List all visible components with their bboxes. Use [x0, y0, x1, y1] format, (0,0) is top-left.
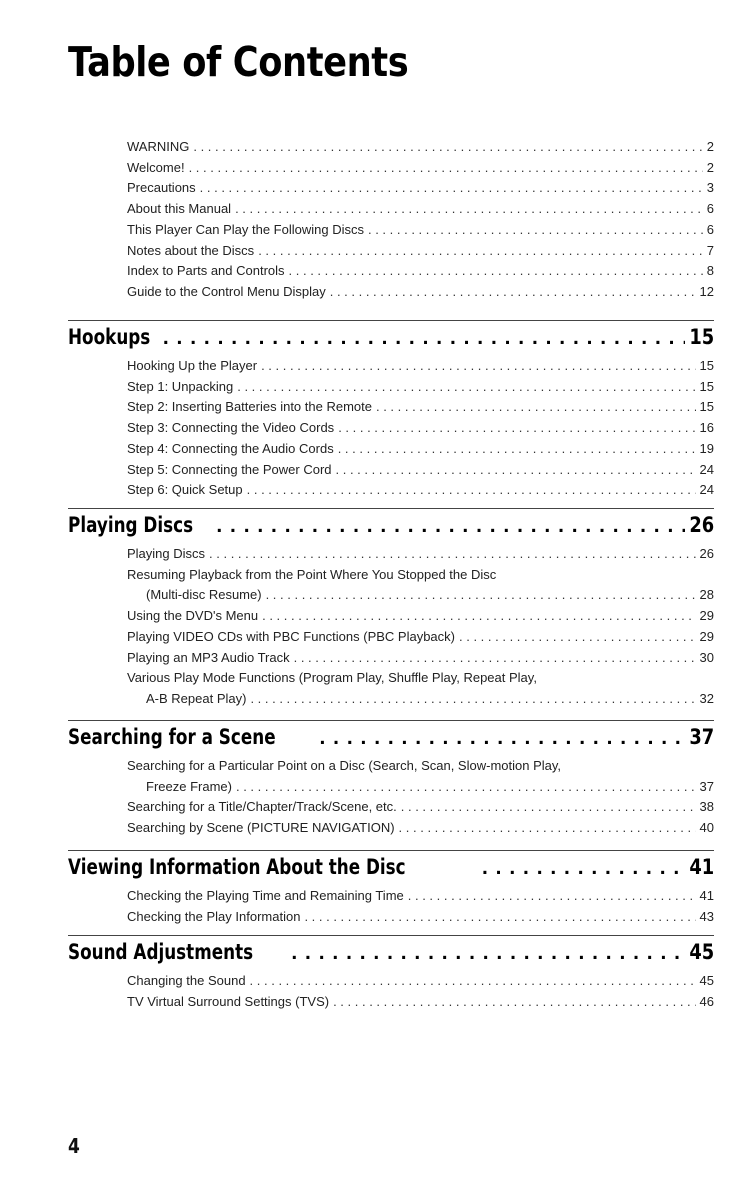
toc-entry-label: Step 4: Connecting the Audio Cords [127, 440, 334, 456]
section-entries [68, 544, 714, 710]
toc-entry[interactable] [127, 377, 714, 398]
toc-entry[interactable] [127, 397, 714, 418]
toc-entry-label: Using the DVD's Menu [127, 608, 259, 624]
toc-section [68, 850, 714, 927]
section-heading[interactable] [68, 850, 714, 885]
toc-entry-label: Welcome! [127, 159, 185, 175]
toc-entry-label: Changing the Sound [127, 973, 246, 988]
section-heading[interactable] [68, 320, 714, 355]
dot-leader [333, 992, 695, 1013]
section-title: Hookups [68, 325, 151, 349]
toc-entry-multiline[interactable] [127, 668, 714, 709]
dot-leader [304, 907, 695, 928]
section-title: Sound Adjustments [68, 940, 254, 964]
page-number: 4 [68, 1134, 80, 1158]
dot-leader [163, 326, 685, 350]
toc-entry[interactable] [127, 199, 714, 220]
section-heading[interactable] [68, 720, 714, 755]
toc-entry[interactable] [127, 907, 714, 928]
dot-leader [247, 480, 696, 501]
dot-leader [408, 886, 696, 907]
toc-entry-label: Playing Discs [127, 546, 206, 561]
toc-section [68, 320, 714, 501]
toc-entry-page: 45 [699, 973, 714, 988]
toc-entry[interactable] [127, 606, 714, 627]
toc-entry-page: 2 [706, 159, 714, 175]
toc-entry[interactable] [127, 544, 714, 565]
toc-entry-label: Checking the Playing Time and Remaining Time [127, 888, 404, 903]
dot-leader [291, 941, 684, 965]
toc-entry-label: Step 1: Unpacking [127, 378, 234, 394]
toc-entry-label-line1: Resuming Playback from the Point Where You Stopped the Disc [127, 566, 497, 582]
toc-entry-page: 32 [699, 690, 714, 706]
toc-entry[interactable] [127, 971, 714, 992]
dot-leader [266, 585, 696, 606]
toc-entry-label: Step 5: Connecting the Power Cord [127, 461, 332, 477]
toc-entry[interactable] [127, 777, 714, 798]
section-page: 26 [689, 513, 714, 537]
section-heading[interactable] [68, 935, 714, 970]
toc-entry-page: 28 [699, 587, 714, 603]
toc-entry-label: Step 2: Inserting Batteries into the Remote [127, 399, 372, 415]
toc-entry[interactable] [127, 648, 714, 669]
dot-leader [401, 797, 696, 818]
toc-section [68, 720, 714, 839]
toc-entry[interactable] [127, 797, 714, 818]
toc-entry[interactable] [127, 818, 714, 839]
section-page: 15 [689, 325, 714, 349]
dot-leader [336, 460, 696, 481]
section-heading[interactable] [68, 508, 714, 543]
toc-entry-page: 29 [699, 608, 714, 624]
toc-entry-page: 8 [706, 263, 714, 279]
section-entries [68, 356, 714, 501]
toc-entry-page: 37 [699, 778, 714, 794]
toc-entry-page: 16 [699, 420, 714, 436]
toc-entry[interactable] [127, 418, 714, 439]
toc-entry-label: Precautions [127, 180, 196, 196]
toc-entry-page: 2 [706, 139, 714, 154]
toc-section [68, 508, 714, 710]
section-page: 41 [689, 855, 714, 879]
section-entries [68, 756, 714, 839]
dot-leader [338, 418, 695, 439]
toc-entry-multiline[interactable] [127, 565, 714, 606]
dot-leader [236, 777, 696, 798]
dot-leader [216, 514, 684, 538]
toc-entry-page: 15 [699, 378, 714, 394]
dot-leader [250, 689, 695, 710]
toc-entry[interactable] [127, 439, 714, 460]
dot-leader [320, 726, 685, 750]
toc-entry-label: Step 6: Quick Setup [127, 482, 243, 498]
toc-entry-label: About this Manual [127, 201, 232, 217]
toc-entry-label: Guide to the Control Menu Display [127, 283, 326, 299]
toc-entry-page: 43 [699, 908, 714, 924]
toc-entry-label: Searching for a Title/Chapter/Track/Scene, etc. [127, 799, 397, 815]
toc-section [68, 935, 714, 1012]
toc-entry-label: TV Virtual Surround Settings (TVS) [127, 993, 330, 1009]
toc-entry-page: 6 [706, 221, 714, 237]
section-title: Viewing Information About the Disc [68, 855, 406, 879]
toc-entry-page: 6 [706, 201, 714, 217]
page-title: Table of Contents [68, 38, 409, 86]
toc-entry[interactable] [127, 689, 714, 710]
section-title: Playing Discs [68, 513, 194, 537]
dot-leader [209, 544, 696, 565]
toc-entry-label: WARNING [127, 139, 190, 154]
toc-entry-label: Freeze Frame) [146, 778, 232, 794]
toc-entry-page: 40 [699, 820, 714, 836]
toc-entry-page: 30 [699, 649, 714, 665]
toc-entry-label: A-B Repeat Play) [146, 690, 247, 706]
toc-entry[interactable] [127, 356, 714, 377]
intro-entries [127, 137, 714, 303]
dot-leader [330, 282, 696, 303]
toc-entry[interactable] [127, 137, 714, 158]
dot-leader [200, 178, 703, 199]
toc-entry-label-line1: Various Play Mode Functions (Program Play, Shuffle Play, Repeat Play, [127, 670, 537, 686]
dot-leader [338, 439, 696, 460]
toc-entry-page: 3 [706, 180, 714, 196]
section-entries [68, 971, 714, 1012]
toc-entry[interactable] [127, 460, 714, 481]
toc-entry-page: 38 [699, 799, 714, 815]
toc-entry-page: 24 [699, 482, 714, 498]
toc-entry[interactable] [127, 480, 714, 501]
toc-entry-page: 7 [706, 242, 714, 258]
dot-leader [193, 137, 702, 158]
section-entries [68, 886, 714, 927]
dot-leader [235, 199, 703, 220]
dot-leader [459, 627, 696, 648]
dot-leader [368, 220, 703, 241]
dot-leader [399, 818, 696, 839]
toc-entry-label: Playing VIDEO CDs with PBC Functions (PBC Playback) [127, 628, 455, 644]
toc-entry-label: Playing an MP3 Audio Track [127, 649, 290, 665]
section-page: 45 [689, 940, 714, 964]
toc-entry[interactable] [127, 282, 714, 303]
toc-entry-page: 19 [699, 440, 714, 456]
dot-leader [258, 241, 703, 262]
toc-entry[interactable] [127, 992, 714, 1013]
dot-leader [289, 261, 703, 282]
toc-entry[interactable] [127, 158, 714, 179]
toc-entry[interactable] [127, 178, 714, 199]
toc-entry-page: 41 [699, 888, 714, 903]
toc-entry-page: 46 [699, 993, 714, 1009]
toc-entry-label: Index to Parts and Controls [127, 263, 285, 279]
toc-entry-page: 12 [699, 283, 714, 299]
section-title: Searching for a Scene [68, 725, 276, 749]
toc-entry-label-line1: Searching for a Particular Point on a Disc (Search, Scan, Slow-motion Play, [127, 758, 562, 773]
toc-entry[interactable] [127, 627, 714, 648]
toc-entry-page: 26 [699, 546, 714, 561]
toc-entry[interactable] [127, 886, 714, 907]
toc-entry-label: This Player Can Play the Following Discs [127, 221, 364, 237]
dot-leader [262, 606, 695, 627]
toc-entry[interactable] [127, 241, 714, 262]
toc-entry-label: Step 3: Connecting the Video Cords [127, 420, 335, 436]
toc-entry-page: 15 [699, 358, 714, 373]
toc-entry-label: (Multi-disc Resume) [146, 587, 262, 603]
dot-leader [376, 397, 696, 418]
toc-entry-page: 24 [699, 461, 714, 477]
dot-leader [261, 356, 695, 377]
toc-entry[interactable] [127, 220, 714, 241]
toc-entry[interactable] [127, 585, 714, 606]
toc-entry-label: Notes about the Discs [127, 242, 255, 258]
dot-leader [237, 377, 695, 398]
dot-leader [250, 971, 696, 992]
toc-entry[interactable] [127, 261, 714, 282]
dot-leader [189, 158, 703, 179]
toc-entry-label: Hooking Up the Player [127, 358, 258, 373]
toc-entry-page: 29 [699, 628, 714, 644]
toc-entry-page: 15 [699, 399, 714, 415]
dot-leader [482, 856, 685, 880]
section-page: 37 [689, 725, 714, 749]
dot-leader [294, 648, 696, 669]
toc-entry-label: Searching by Scene (PICTURE NAVIGATION) [127, 820, 395, 836]
toc-entry-label: Checking the Play Information [127, 908, 301, 924]
toc-entry-multiline[interactable] [127, 756, 714, 797]
